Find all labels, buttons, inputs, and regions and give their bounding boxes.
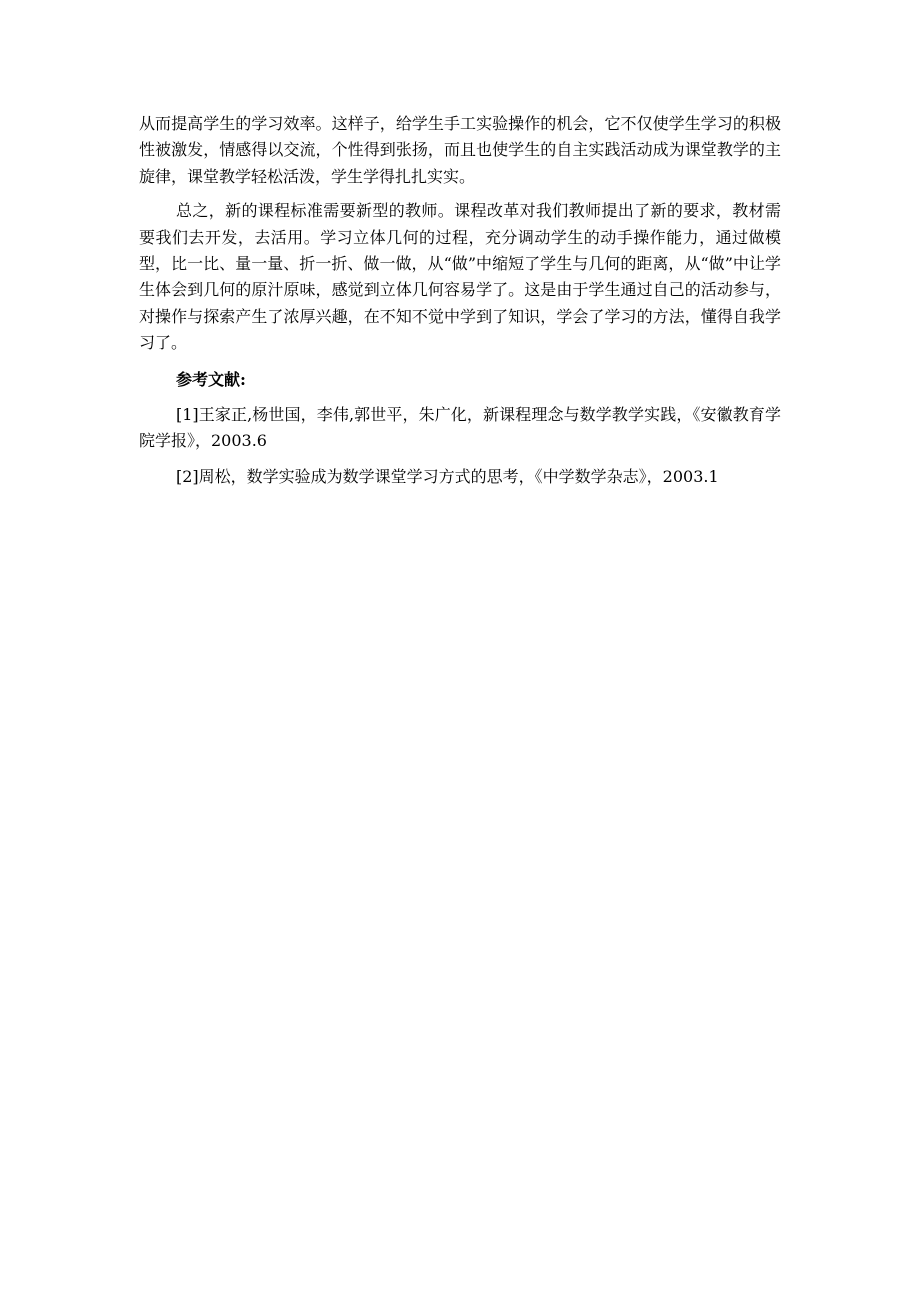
summary-paragraph: 总之，新的课程标准需要新型的教师。课程改革对我们教师提出了新的要求，教材需要我们去开发，去活用。学习立体几何的过程，充分调动学生的动手操作能力，通过做模型，比一比、量一量、折一折、做一做，从“做”中缩短了学生与几何的距离，从“做”中让学生体会到几何的原汁原味，感觉到立体几何容易学了。这是由于学生通过自己的活动参与，对操作与探索产生了浓厚兴趣，在不知不觉中学到了知识，学会了学习的方法，懂得自我学习了。 — [139, 201, 781, 353]
reference-item-1: [1]王家正,杨世国，李伟,郭世平，朱广化，新课程理念与数学教学实践，《安徽教育学院学报》，2003.6 — [139, 405, 781, 451]
references-heading: 参考文献: — [176, 369, 246, 389]
continuation-paragraph: 从而提高学生的学习效率。这样子，给学生手工实验操作的机会，它不仅使学生学习的积极性被激发，情感得以交流，个性得到张扬，而且也使学生的自主实践活动成为课堂教学的主旋律，课堂教学轻松活泼，学生学得扎扎实实。 — [139, 114, 781, 186]
document-body — [139, 111, 781, 490]
reference-item-2: [2]周松，数学实验成为数学课堂学习方式的思考，《中学数学杂志》，2003.1 — [176, 466, 719, 486]
